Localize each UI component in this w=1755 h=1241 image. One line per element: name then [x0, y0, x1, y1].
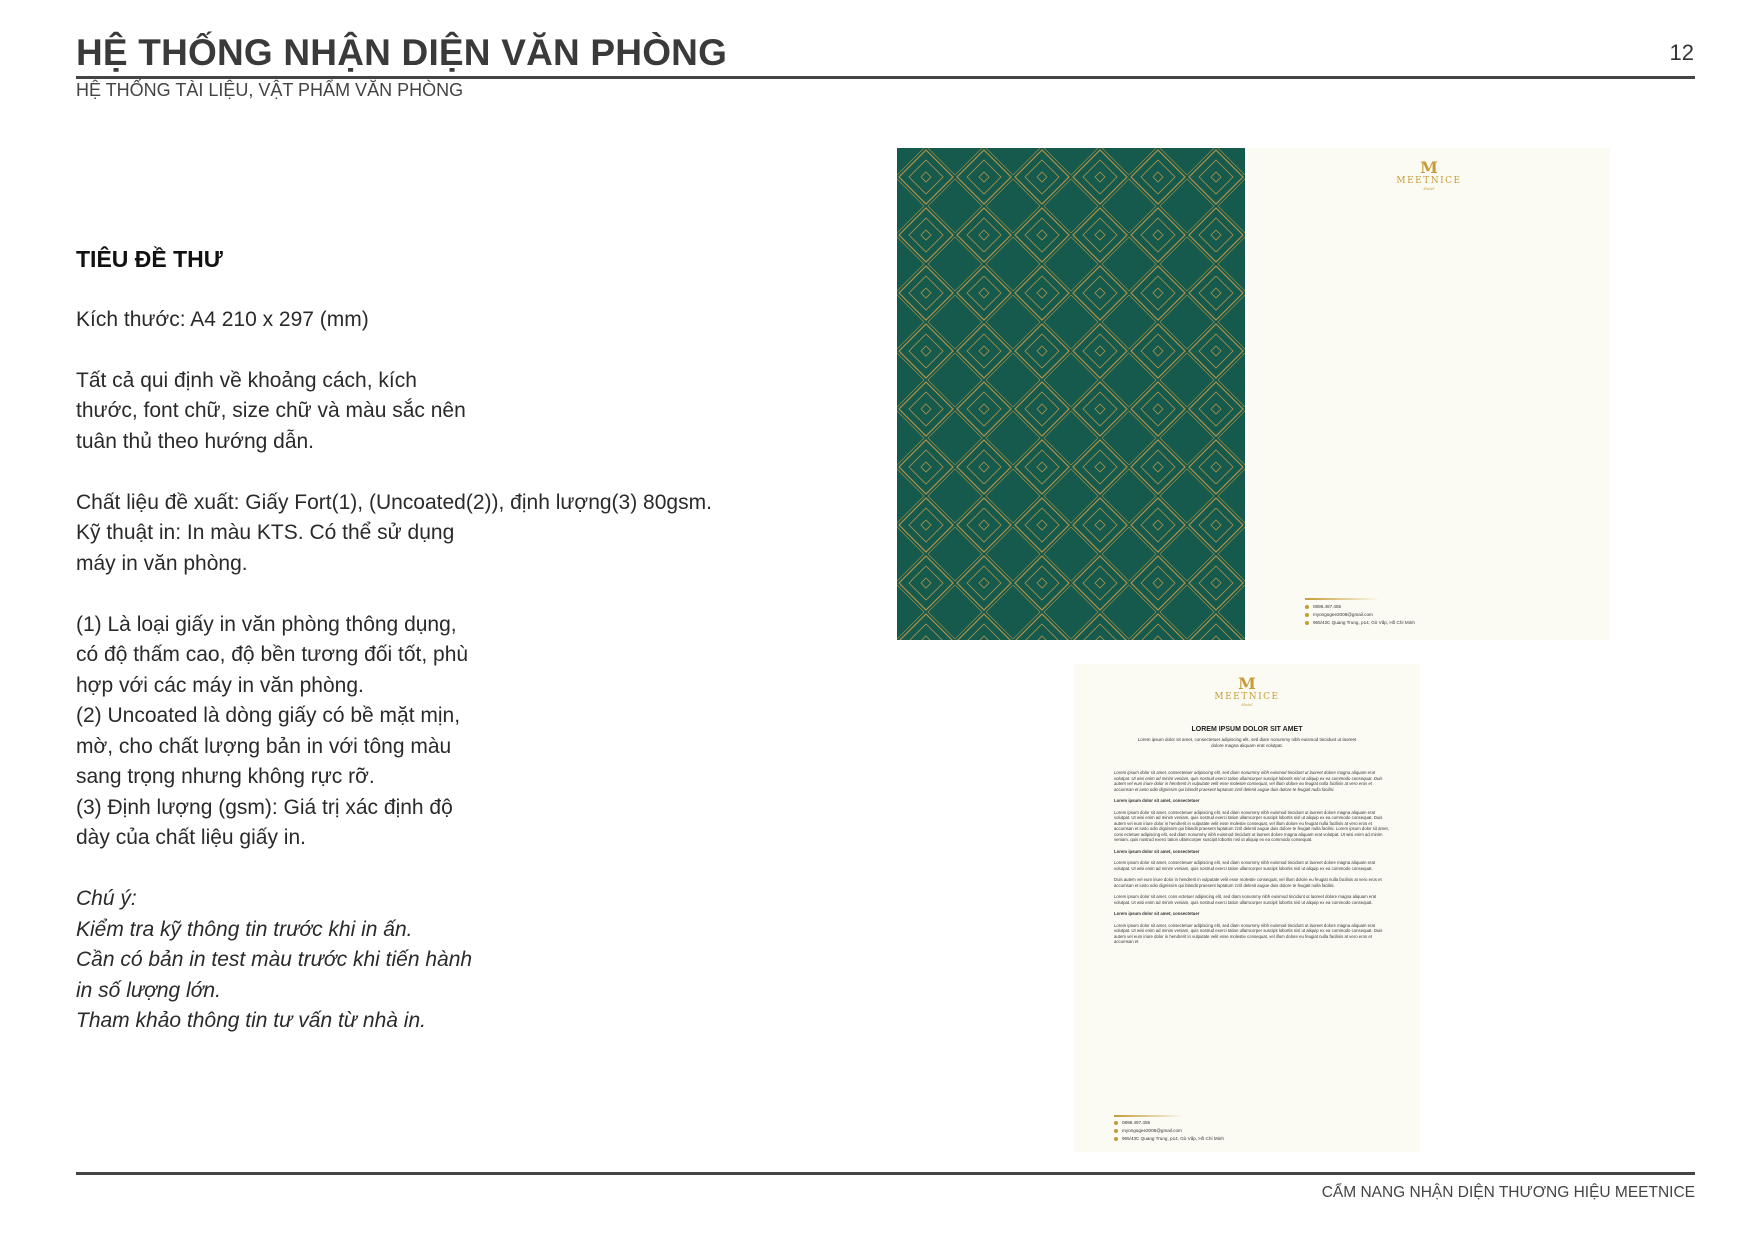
address-icon: [1305, 621, 1309, 625]
size-text: Kích thước: A4 210 x 297 (mm): [76, 307, 369, 331]
logo-wordmark: MEETNICE: [1396, 176, 1462, 186]
document-heading: LOREM IPSUM DOLOR SIT AMET: [1191, 726, 1303, 733]
document-intro: Lorem ipsum dolor sit amet, consectetuer adipiscing elit, sed diam nonummy nibh euismod tincidunt ut laoreet dolore magna aliquam erat volutpat.: [1137, 737, 1357, 748]
hotel-logo: [1379, 160, 1479, 191]
definitions-text: (1) Là loại giấy in văn phòng thông dụng, có độ thấm cao, độ bền tương đối tốt, phù hợp với các máy in văn phòng. (2) Uncoated là dòng giấy có bề mặt mịn, mờ, cho chất lượng bản in với tông màu sang trọng nhưng không rực rỡ. (3) Định lượng (gsm): Giá trị xác định độ dày của chất liệu giấy in.: [76, 612, 469, 849]
letterhead-front-mockup: [1248, 148, 1610, 640]
page-number: 12: [1669, 40, 1694, 65]
footer-divider: [76, 1172, 1695, 1175]
note-text: Chú ý: Kiểm tra kỹ thông tin trước khi in ấn. Cần có bản in test màu trước khi tiến hành in số lượng lớn. Tham khảo thông tin tư vấn từ nhà in.: [76, 887, 473, 1032]
material-text: Chất liệu đề xuất: Giấy Fort(1), (Uncoated(2)), định lượng(3) 80gsm. Kỹ thuật in: In màu KTS. Có thể sử dụng máy in văn phòng.: [76, 490, 712, 575]
contact-divider: [1114, 1115, 1184, 1117]
logo-wordmark: MEETNICE: [1214, 692, 1280, 702]
contact-address: 965/43C Quang Trung, p14, Gò Vấp, Hồ Chí Minh: [1313, 620, 1415, 625]
document-subheading: Lorem ipsum dolor sit amet, consectetuer: [1114, 848, 1200, 854]
contact-email: myongogee2008@gmail.com: [1313, 612, 1373, 617]
contact-phone: 0898.497.455: [1122, 1120, 1151, 1125]
document-paragraph: Lorem ipsum dolor sit amet, consectetuer adipiscing elit, sed diam nonummy nibh euismod tincidunt ut laoreet dolore magna aliquam erat volutpat. Ut wisi enim ad minim veniam, quis nostrud exerci tation ullamcorper suscipit lobortis nisl ut aliquip ex ea commodo consequat. Duis autem vel eum iriure dolor in hendrerit in vulputate velit esse molestie consequat, vel illum dolore eu feugiat nulla facilisis at vero eros et accumsan et: [1114, 922, 1383, 944]
document-paragraph: Lorem ipsum dolor sit amet, consectetuer adipiscing elit, sed diam nonummy nibh euismod tincidunt ut laoreet dolore magna aliquam erat volutpat. Ut wisi enim ad minim veniam, quis nostrud exerci tation ullamcorper suscipit lobortis nisl ut aliquip ex ea commodo consequat. Duis autem vel eum iriure dolor in hendrerit in vulputate velit esse molestie consequat, vel illum dolore eu feugiat nulla facilisis at vero eros et accumsan et iusto odio dignissim qui blandit praesent luptatum zzril delenit augue duis dolore te feugait nulla facilisi. Lorem ipsum dolor sit amet, cons ectetuer adipiscing elit, sed diam nonummy nibh euismod tincidunt ut laoreet dolore magna aliquam erat volutpat. Ut wisi enim ad minim veniam, quis nostrud exerci tation ullamcorper suscipit lobortis nisl ut aliquip ex ea commodo consequat.: [1114, 809, 1389, 842]
letterhead-spec-section: [76, 244, 796, 1037]
contact-phone: 0898.497.455: [1313, 604, 1342, 609]
logo-subtitle: Hotel: [1241, 702, 1253, 707]
header-divider: [76, 76, 1695, 79]
contact-email: myongogee2008@gmail.com: [1122, 1128, 1182, 1133]
document-subheading: Lorem ipsum dolor sit amet, consectetuer: [1114, 911, 1200, 916]
contact-divider: [1305, 598, 1380, 600]
footer-text: CẨM NANG NHẬN DIỆN THƯƠNG HIỆU MEETNICE: [1321, 1184, 1695, 1201]
email-icon: [1305, 613, 1309, 617]
letterhead-back-mockup: [897, 148, 1245, 640]
letterhead-sample-mockup: [1074, 664, 1420, 1152]
address-icon: [1114, 1137, 1118, 1141]
document-subheading: Lorem ipsum dolor sit amet, consectetuer: [1114, 798, 1200, 803]
contact-block: [1305, 603, 1415, 627]
logo-subtitle: Hotel: [1423, 186, 1435, 191]
diamond-pattern: [897, 148, 1245, 640]
document-body: [1114, 770, 1390, 951]
email-icon: [1114, 1129, 1118, 1133]
hotel-logo: [1197, 676, 1297, 707]
page-subtitle: HỆ THỐNG TÀI LIỆU, VẬT PHẨM VĂN PHÒNG: [76, 80, 464, 100]
phone-icon: [1305, 605, 1309, 609]
logo-mark: M: [1238, 674, 1256, 693]
contact-address: 965/43C Quang Trung, p14, Gò Vấp, Hồ Chí Minh: [1122, 1136, 1224, 1141]
section-title: TIÊU ĐỀ THƯ: [76, 246, 223, 272]
rules-text: Tất cả qui định về khoảng cách, kích thước, font chữ, size chữ và màu sắc nên tuân thủ theo hướng dẫn.: [76, 368, 466, 453]
contact-block: [1114, 1119, 1224, 1143]
phone-icon: [1114, 1121, 1118, 1125]
logo-mark: M: [1420, 158, 1438, 177]
document-paragraph: Lorem ipsum dolor sit amet, consectetuer adipiscing elit, sed diam nonummy nibh euismod tincidunt ut laoreet dolore magna aliquam erat volutpat. Ut wisi enim ad minim veniam, quis nostrud exerci tation ullamcorper suscipit lobortis nisl ut aliquip ex ea commodo consequat. Duis autem vel eum iriure dolor in hendrerit in vulputate velit esse molestie consequat, vel illum dolore eu feugiat nulla facilisis at vero eros et accumsan et iusto odio dignissim qui blandit praesent luptatum zzril delenit augue duis dolore te feugait nulla facilisi.: [1114, 770, 1383, 792]
page-title: HỆ THỐNG NHẬN DIỆN VĂN PHÒNG: [76, 32, 728, 73]
document-paragraph: Lorem ipsum dolor sit amet, cons ectetuer adipiscing elit, sed diam nonummy nibh euismod tincidunt ut laoreet dolore magna aliquam erat volutpat. Ut wisi enim ad minim veniam, quis nostrud exerci tation ullamcorper suscipit lobortis nisl ut aliquip ex ea commodo consequat.: [1114, 894, 1377, 905]
document-paragraph: Duis autem vel eum iriure dolor in hendrerit in vulputate velit esse molestie consequat, vel illum dolore eu feugiat nulla facilisis at vero eros et accumsan et iusto odio dignissim qui blandit praesent luptatum zzril delenit augue duis dolore te feugait nulla facilisi.: [1114, 877, 1382, 888]
document-paragraph: Lorem ipsum dolor sit amet, consectetuer adipiscing elit, sed diam nonummy nibh euismod tincidunt ut laoreet dolore magna aliquam erat volutpat. Ut wisi enim ad minim veniam, quis nostrud exerci tation ullamcorper suscipit lobortis nisl ut aliquip ex ea commodo consequat.: [1114, 860, 1376, 871]
